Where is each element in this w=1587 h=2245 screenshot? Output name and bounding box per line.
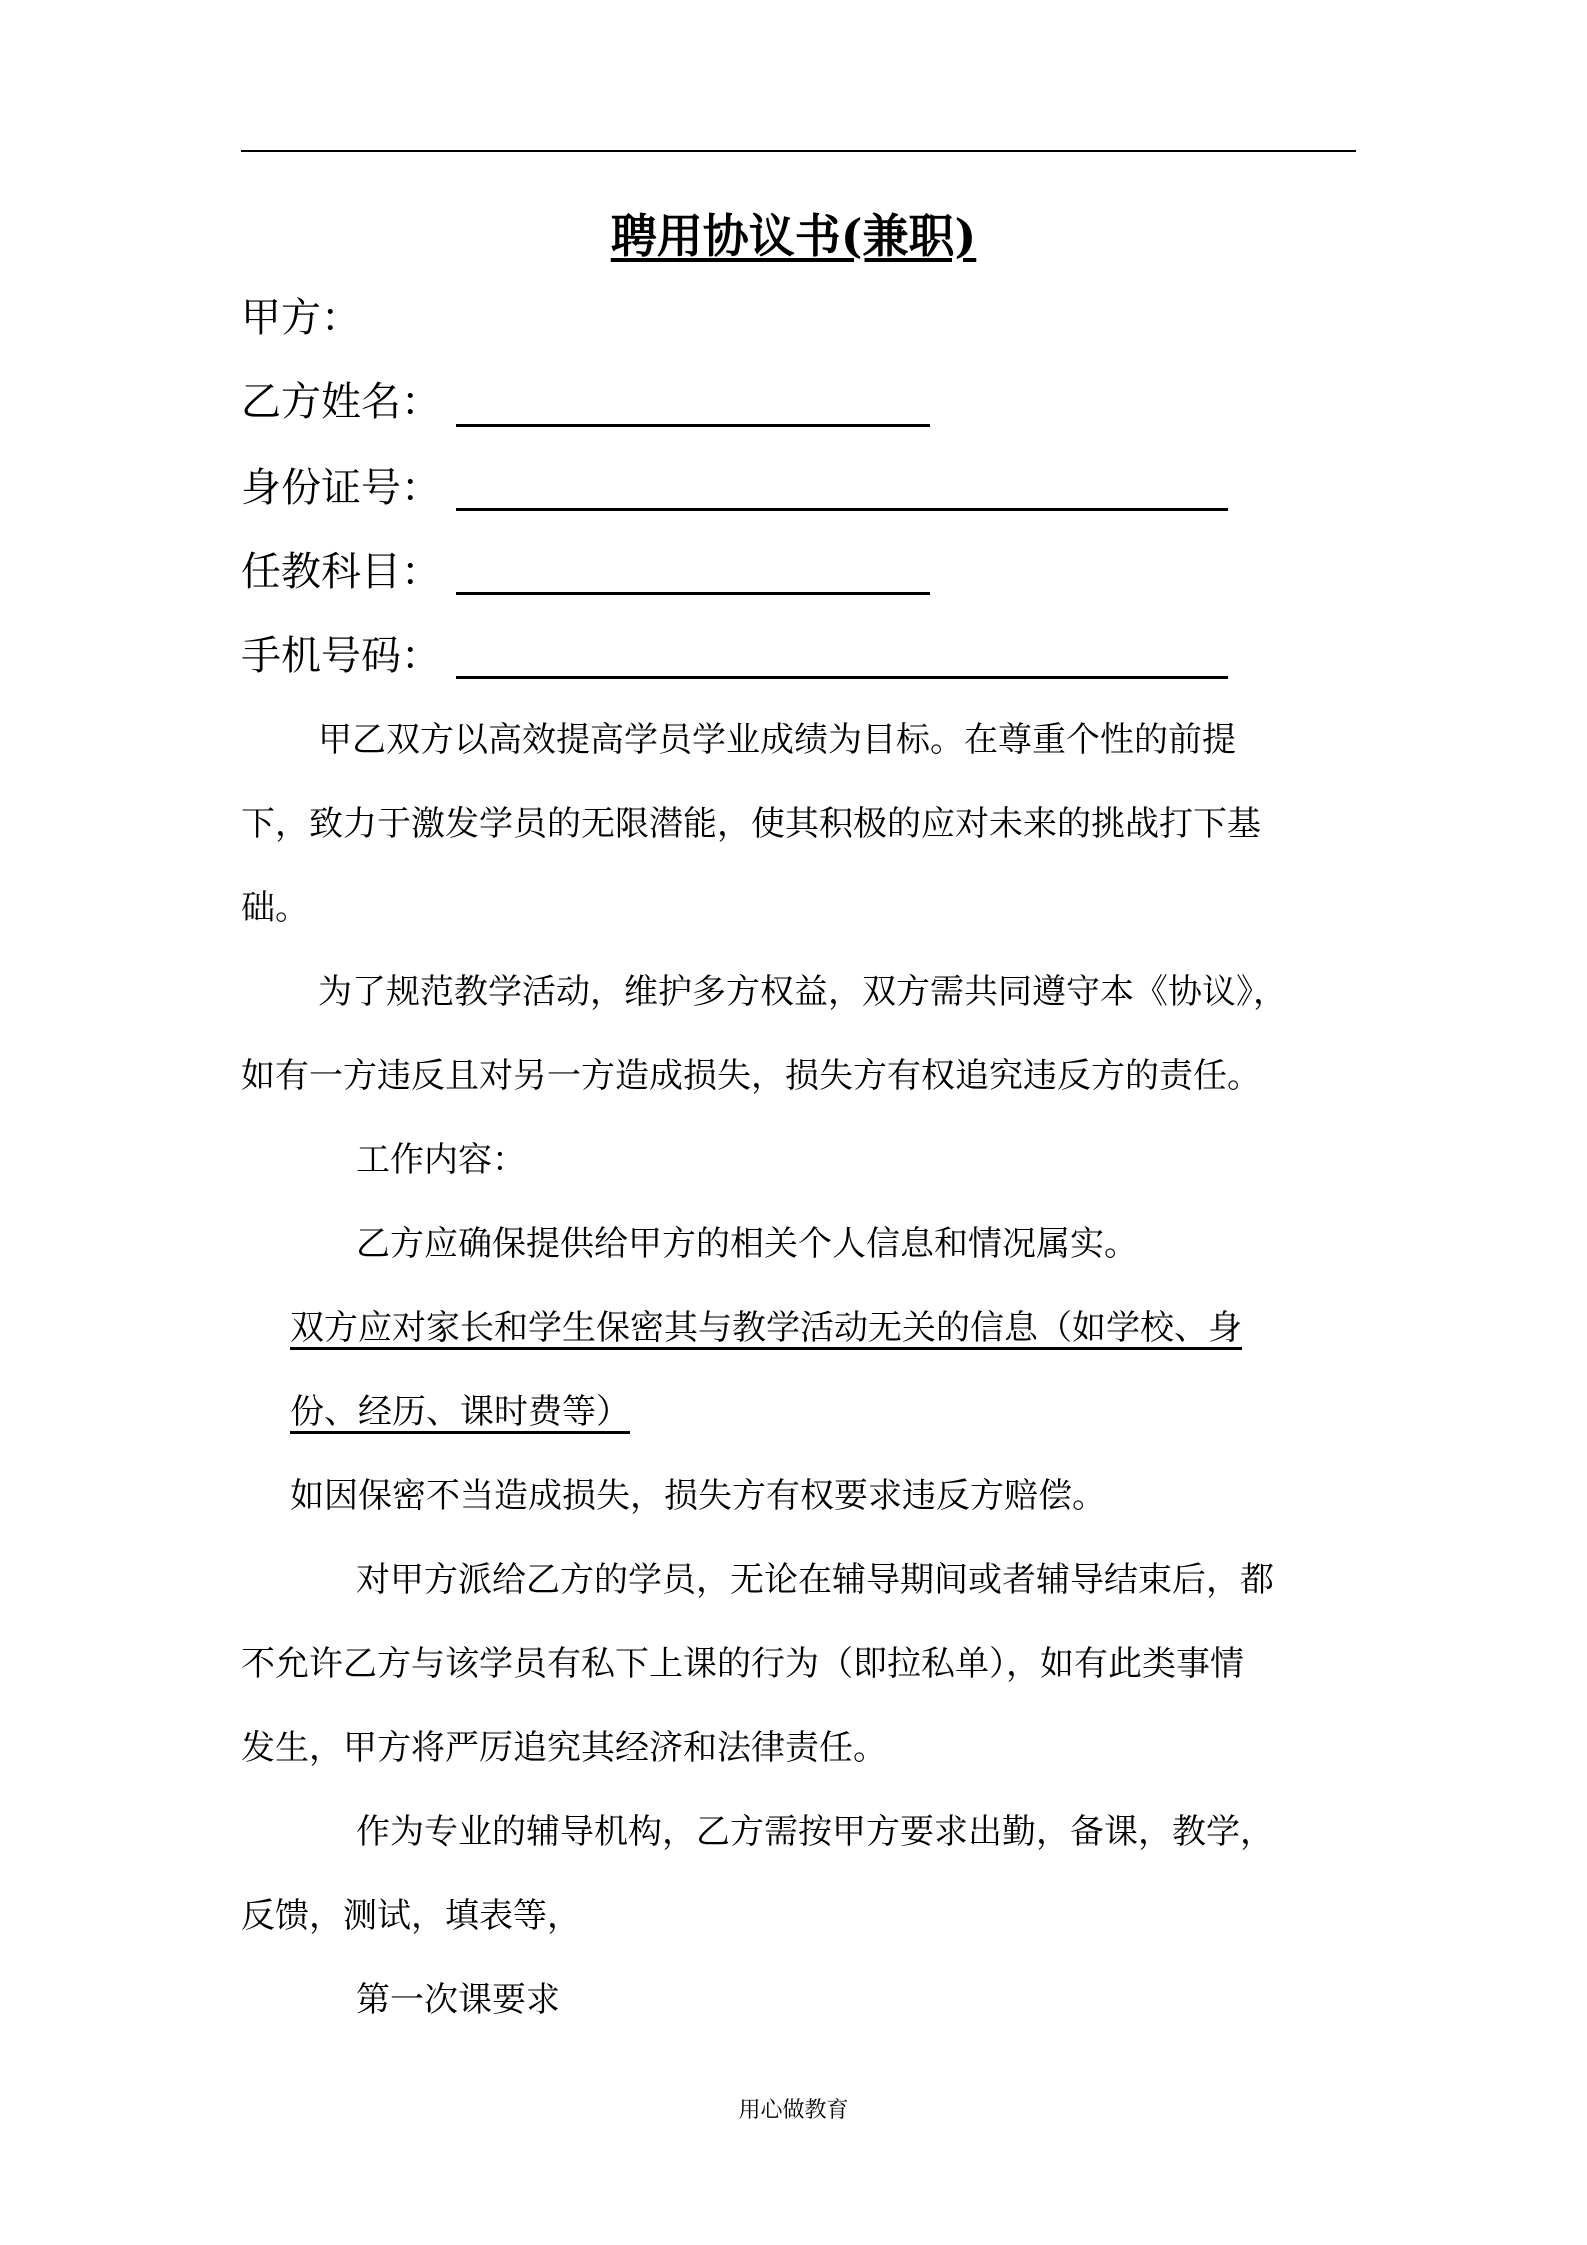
work-heading: 工作内容：	[356, 1140, 526, 1180]
page-footer: 用心做教育	[738, 2098, 849, 2123]
party-a-label: 甲方：	[241, 295, 361, 341]
phone-blank[interactable]	[456, 676, 1228, 679]
header-rule	[241, 150, 1356, 152]
page-title: 聘用协议书(兼职)	[610, 209, 977, 263]
id-number-field	[241, 460, 441, 516]
duty-line-1: 作为专业的辅导机构，乙方需按甲方要求出勤，备课，教学，	[356, 1812, 1274, 1852]
work-line-1: 乙方应确保提供给甲方的相关个人信息和情况属实。	[356, 1224, 1138, 1264]
private-line-3: 发生，甲方将严厉追究其经济和法律责任。	[241, 1728, 887, 1768]
intro-line-2: 下，致力于激发学员的无限潜能，使其积极的应对未来的挑战打下基	[241, 804, 1261, 844]
phone-label: 手机号码：	[241, 633, 441, 679]
private-line-1: 对甲方派给乙方的学员，无论在辅导期间或者辅导结束后，都	[356, 1560, 1274, 1600]
norm-line-1: 为了规范教学活动，维护多方权益，双方需共同遵守本《协议》，	[318, 972, 1287, 1012]
first-class-heading: 第一次课要求	[356, 1980, 560, 2020]
private-line-2: 不允许乙方与该学员有私下上课的行为（即拉私单），如有此类事情	[241, 1644, 1244, 1684]
phone-field	[241, 628, 441, 684]
id-number-label: 身份证号：	[241, 465, 441, 511]
confidentiality-line-3: 如因保密不当造成损失，损失方有权要求违反方赔偿。	[290, 1476, 1106, 1516]
subject-field	[241, 544, 441, 600]
norm-line-2: 如有一方违反且对另一方造成损失，损失方有权追究违反方的责任。	[241, 1056, 1261, 1096]
party-a-field	[241, 290, 361, 346]
confidentiality-line-2: 份、经历、课时费等）	[290, 1392, 630, 1432]
subject-label: 任教科目：	[241, 549, 441, 595]
intro-line-3: 础。	[241, 888, 309, 928]
party-b-name-field	[241, 374, 441, 430]
id-number-blank[interactable]	[456, 508, 1228, 511]
party-b-name-label: 乙方姓名：	[241, 379, 441, 425]
subject-blank[interactable]	[456, 592, 930, 595]
party-b-name-blank[interactable]	[456, 424, 930, 427]
intro-line-1: 甲乙双方以高效提高学员学业成绩为目标。在尊重个性的前提	[318, 720, 1236, 760]
confidentiality-line-1: 双方应对家长和学生保密其与教学活动无关的信息（如学校、身	[290, 1308, 1242, 1348]
duty-line-2: 反馈，测试，填表等，	[241, 1896, 581, 1936]
